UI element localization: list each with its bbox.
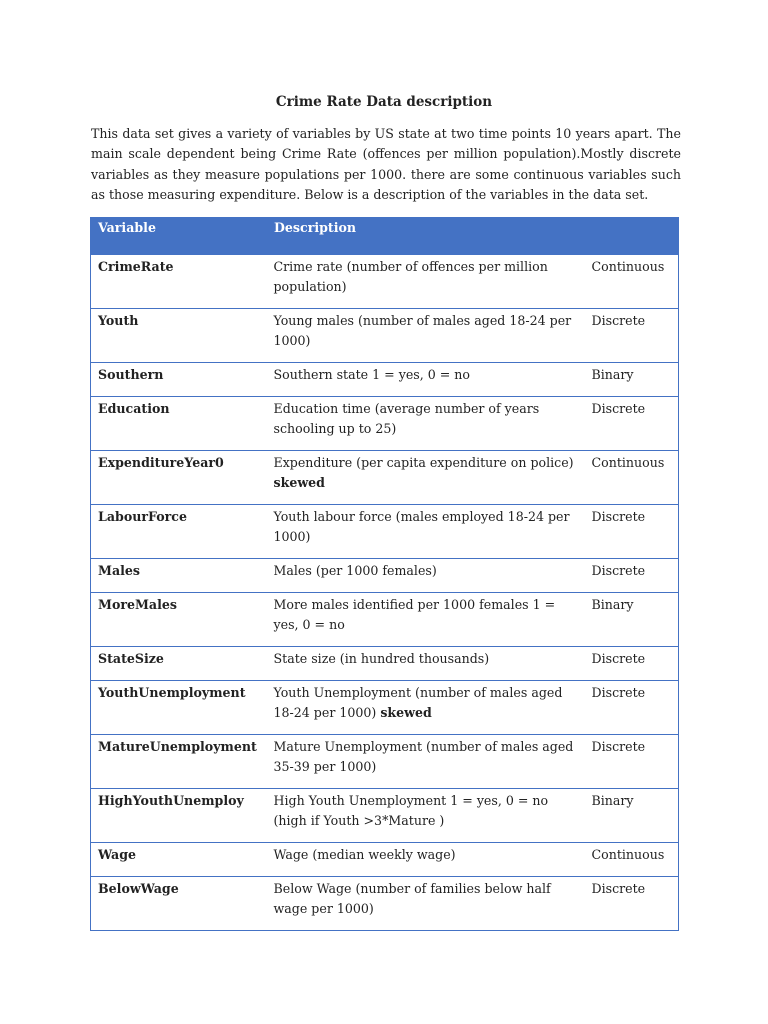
variable-cell xyxy=(91,843,267,877)
description-text: Expenditure (per capita expenditure on police) xyxy=(273,455,574,470)
variable-cell xyxy=(91,789,267,843)
variable-name: ExpenditureYear0 xyxy=(98,455,224,470)
table-row xyxy=(91,363,679,397)
description-cell xyxy=(267,789,585,843)
type-cell: Discrete xyxy=(585,647,679,681)
variable-name: Southern xyxy=(98,367,164,382)
description-cell xyxy=(267,309,585,363)
table-row xyxy=(91,309,679,363)
description-cell xyxy=(267,593,585,647)
description-cell xyxy=(267,505,585,559)
table-row xyxy=(91,789,679,843)
skewed-note: skewed xyxy=(380,705,432,720)
intro-paragraph: This data set gives a variety of variables by US state at two time points 10 years apart. The main scale dependent being Crime Rate (offences per million population).Mostly discrete variables as they measure populations per 1000. there are some continuous variables such as those measuring expenditure. Below is a description of the variables in the data set. xyxy=(91,126,681,202)
header-type xyxy=(585,218,679,255)
type-cell: Discrete xyxy=(585,735,679,789)
description-cell xyxy=(267,397,585,451)
table-row xyxy=(91,593,679,647)
variable-cell xyxy=(91,647,267,681)
type-cell: Continuous xyxy=(585,843,679,877)
description-cell xyxy=(267,363,585,397)
description-cell xyxy=(267,451,585,505)
type-cell: Discrete xyxy=(585,559,679,593)
variable-cell xyxy=(91,363,267,397)
variable-name: MatureUnemployment xyxy=(98,739,257,754)
description-text: Wage (median weekly wage) xyxy=(273,847,456,862)
type-cell: Discrete xyxy=(585,681,679,735)
header-variable: Variable xyxy=(91,218,267,255)
variable-name: Youth xyxy=(98,313,139,328)
variable-name: MoreMales xyxy=(98,597,177,612)
variable-name: YouthUnemployment xyxy=(98,685,246,700)
description-cell xyxy=(267,735,585,789)
table-row xyxy=(91,681,679,735)
table-row xyxy=(91,647,679,681)
description-text: State size (in hundred thousands) xyxy=(273,651,490,666)
description-text: Below Wage (number of families below half wage per 1000) xyxy=(273,881,551,916)
description-cell xyxy=(267,877,585,931)
description-cell xyxy=(267,255,585,309)
table-row xyxy=(91,735,679,789)
variable-name: Wage xyxy=(98,847,137,862)
description-text: Males (per 1000 females) xyxy=(273,563,437,578)
description-cell xyxy=(267,559,585,593)
document-title: Crime Rate Data description xyxy=(275,94,493,110)
description-text: Crime rate (number of offences per million population) xyxy=(273,259,548,294)
type-cell: Continuous xyxy=(585,255,679,309)
table-header-row xyxy=(91,218,679,255)
variable-cell xyxy=(91,735,267,789)
skewed-note: skewed xyxy=(273,475,325,490)
table-row xyxy=(91,877,679,931)
table-row xyxy=(91,559,679,593)
variable-cell xyxy=(91,559,267,593)
table-row xyxy=(91,505,679,559)
variable-name: BelowWage xyxy=(98,881,179,896)
variable-cell xyxy=(91,255,267,309)
variable-cell xyxy=(91,451,267,505)
description-text: More males identified per 1000 females 1 = yes, 0 = no xyxy=(273,597,556,632)
variable-name: LabourForce xyxy=(98,509,187,524)
description-cell xyxy=(267,681,585,735)
type-cell: Binary xyxy=(585,593,679,647)
type-cell: Discrete xyxy=(585,309,679,363)
variables-table xyxy=(90,217,679,931)
variable-cell xyxy=(91,877,267,931)
description-text: Young males (number of males aged 18-24 per 1000) xyxy=(273,313,572,348)
variable-name: Education xyxy=(98,401,170,416)
type-cell: Discrete xyxy=(585,397,679,451)
table-row xyxy=(91,451,679,505)
type-cell: Continuous xyxy=(585,451,679,505)
description-text: Mature Unemployment (number of males aged 35-39 per 1000) xyxy=(273,739,574,774)
table-row xyxy=(91,843,679,877)
variable-name: CrimeRate xyxy=(98,259,174,274)
variable-name: Males xyxy=(98,563,140,578)
variable-cell xyxy=(91,505,267,559)
description-text: High Youth Unemployment 1 = yes, 0 = no (high if Youth >3*Mature ) xyxy=(273,793,549,828)
variable-cell xyxy=(91,309,267,363)
description-text: Youth labour force (males employed 18-24 per 1000) xyxy=(273,509,570,544)
description-cell xyxy=(267,843,585,877)
type-cell: Binary xyxy=(585,363,679,397)
variable-name: HighYouthUnemploy xyxy=(98,793,244,808)
type-cell: Discrete xyxy=(585,877,679,931)
description-cell xyxy=(267,647,585,681)
description-text: Southern state 1 = yes, 0 = no xyxy=(273,367,471,382)
variable-cell xyxy=(91,681,267,735)
table-row xyxy=(91,397,679,451)
variable-cell xyxy=(91,593,267,647)
description-text: Education time (average number of years schooling up to 25) xyxy=(273,401,540,436)
header-description: Description xyxy=(267,218,585,255)
variable-cell xyxy=(91,397,267,451)
type-cell: Discrete xyxy=(585,505,679,559)
description-text: Youth Unemployment (number of males aged 18-24 per 1000) xyxy=(273,685,563,720)
table-row xyxy=(91,255,679,309)
variable-name: StateSize xyxy=(98,651,164,666)
type-cell: Binary xyxy=(585,789,679,843)
